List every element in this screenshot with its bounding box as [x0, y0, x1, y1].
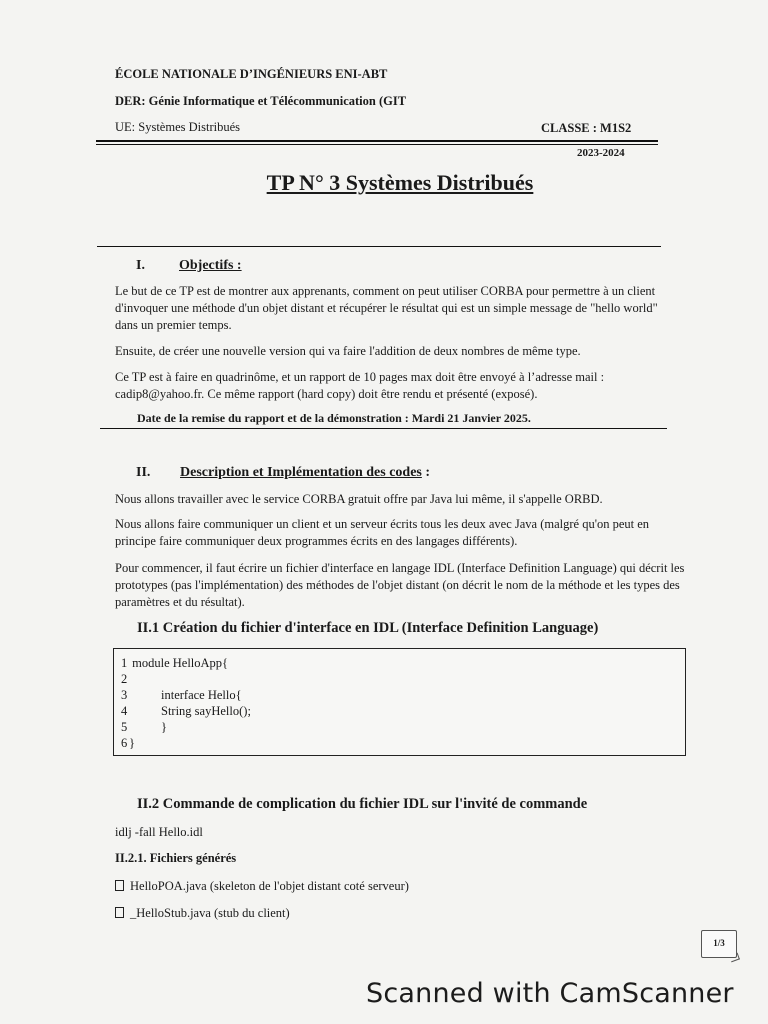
section2-2-title: II.2 Commande de complication du fichier IDL sur l'invité de commande	[137, 796, 588, 812]
section2-title-suffix: :	[421, 465, 431, 480]
deadline-rule	[100, 428, 667, 429]
section1-paragraph-2: Ensuite, de créer une nouvelle version qui va faire l'addition de deux nombres de même type.	[115, 344, 581, 358]
header-rule-bottom	[96, 144, 658, 145]
section2-2-1-title: II.2.1. Fichiers générés	[115, 851, 237, 865]
department-name: DER: Génie Informatique et Télécommunication (GIT	[115, 94, 407, 108]
checkbox-icon	[115, 907, 124, 918]
title-rule	[97, 246, 661, 247]
section2-title: Description et Implémentation des codes	[180, 465, 422, 480]
generated-file-item: HelloPOA.java (skeleton de l'objet distant coté serveur)	[115, 879, 409, 894]
camscanner-watermark: Scanned with CamScanner	[366, 978, 734, 1009]
section2-paragraph-2: Nous allons faire communiquer un client et un serveur écrits tous les deux avec Java (malgré qu'on peut en principe faire communiquer deux programmes écrits en des langages différents).	[115, 517, 650, 548]
section2-paragraph-1: Nous allons travailler avec le service CORBA gratuit offre par Java lui même, il s'appelle ORBD.	[115, 492, 603, 506]
section2-paragraph-3: Pour commencer, il faut écrire un fichier d'interface en langage IDL (Interface Definition Language) qui décrit les prototypes (pas l'implémentation) des méthodes de l'objet distant (on décrit le nom de la méthode et les types des paramètres et du résultat).	[115, 561, 685, 609]
ue-label: UE: Systèmes Distribués	[115, 120, 240, 134]
section2-1-title: II.1 Création du fichier d'interface en IDL (Interface Definition Language)	[137, 620, 599, 636]
section2-heading	[180, 465, 430, 481]
code-line: 5 }	[121, 720, 167, 734]
section1-title: Objectifs :	[179, 258, 242, 273]
code-line: 1 module HelloApp{	[121, 656, 229, 670]
school-name: ÉCOLE NATIONALE D’INGÉNIEURS ENI-ABT	[115, 67, 388, 81]
idl-command: idlj -fall Hello.idl	[115, 825, 203, 839]
header-rule-top	[96, 140, 658, 142]
page-curl-icon	[729, 953, 740, 963]
checkbox-icon	[115, 880, 124, 891]
generated-file-item: _HelloStub.java (stub du client)	[115, 906, 290, 921]
page-indicator: 1/3	[701, 930, 737, 958]
section2-number: II.	[136, 465, 151, 480]
code-line: 3 interface Hello{	[121, 688, 242, 702]
deadline-notice: Date de la remise du rapport et de la démonstration : Mardi 21 Janvier 2025.	[137, 411, 531, 425]
page-title: TP N° 3 Systèmes Distribués	[266, 170, 534, 195]
idl-code-box	[113, 648, 686, 756]
classe-label: CLASSE : M1S2	[541, 121, 632, 135]
code-line: 4 String sayHello();	[121, 704, 251, 718]
section1-paragraph-3: Ce TP est à faire en quadrinôme, et un rapport de 10 pages max doit être envoyé à l’adresse mail : cadip8@yahoo.fr. Ce même rapport (hard copy) doit être rendu et présenté (exposé).	[115, 370, 605, 401]
section1-number: I.	[136, 258, 145, 273]
code-line: 2	[121, 672, 128, 686]
academic-year: 2023-2024	[577, 147, 625, 159]
section1-paragraph-1: Le but de ce TP est de montrer aux apprenants, comment on peut utiliser CORBA pour permettre à un client d'invoquer une méthode d'un objet distant et récupérer le résultat qui est un simple message de "hello world" dans un premier temps.	[115, 284, 658, 332]
code-line: 6 }	[121, 736, 135, 750]
